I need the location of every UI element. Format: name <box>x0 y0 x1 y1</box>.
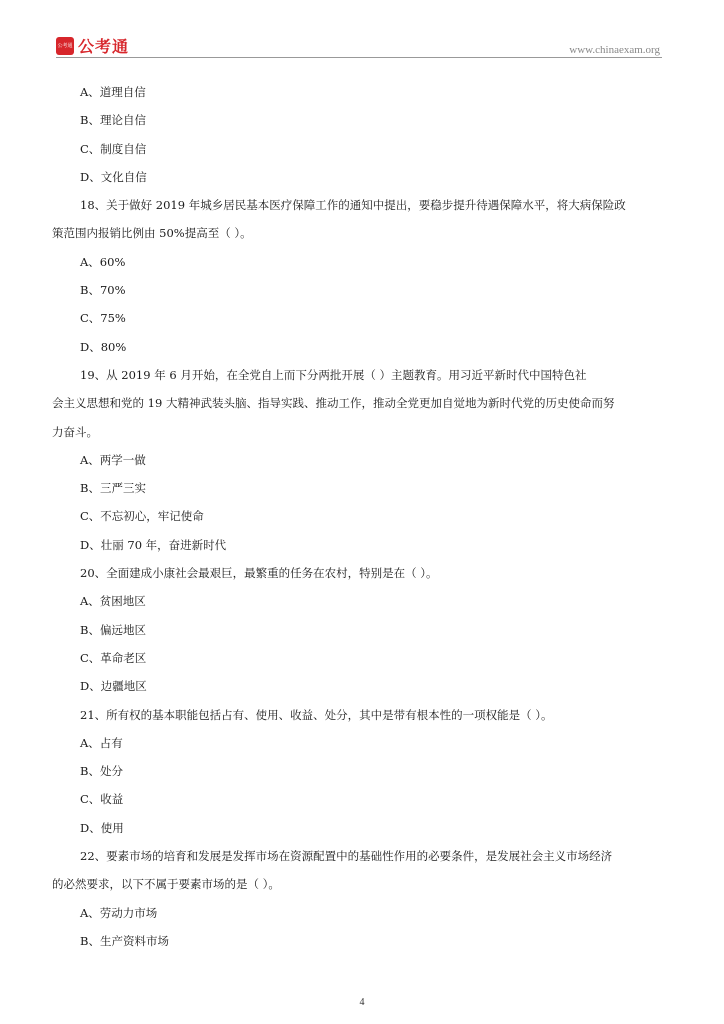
option-b: B、偏远地区 <box>80 622 146 637</box>
question-text-cont: 策范围内报销比例由 50%提高至（ ）。 <box>52 226 252 241</box>
logo[interactable] <box>56 34 129 57</box>
option-b: B、三严三实 <box>80 481 146 496</box>
question-20 <box>80 559 684 700</box>
question-22 <box>52 842 684 955</box>
option-b: B、70% <box>80 283 126 298</box>
question-19 <box>52 361 684 559</box>
option-a: A、占有 <box>80 735 123 750</box>
option-d: D、文化自信 <box>80 169 147 184</box>
option-c: C、革命老区 <box>80 650 147 665</box>
option-d: D、80% <box>80 339 127 354</box>
option-c: C、制度自信 <box>80 141 147 156</box>
question-text: 21、所有权的基本职能包括占有、使用、收益、处分，其中是带有根本性的一项权能是（ ）。 <box>80 707 553 722</box>
logo-text: 公考通 <box>78 37 130 56</box>
question-text: 18、关于做好 2019 年城乡居民基本医疗保障工作的通知中提出，要稳步提升待遇保障水平，将大病保险政 <box>80 198 626 213</box>
option-d: D、使用 <box>80 820 124 835</box>
question-text: 22、要素市场的培育和发展是发挥市场在资源配置中的基础性作用的必要条件，是发展社会主义市场经济 <box>80 849 613 864</box>
question-21 <box>80 701 684 842</box>
option-a: A、60% <box>80 254 126 269</box>
question-text: 19、从 2019 年 6 月开始，在全党自上而下分两批开展（ ）主题教育。用习近平新时代中国特色社 <box>80 367 587 382</box>
option-a: A、劳动力市场 <box>80 905 158 920</box>
option-b: B、生产资料市场 <box>80 933 169 948</box>
option-b: B、处分 <box>80 764 123 779</box>
option-d: D、壮丽 70 年，奋进新时代 <box>80 537 227 552</box>
page-header <box>56 34 662 60</box>
page-number: 4 <box>359 997 365 1008</box>
logo-badge-icon: 公考通 <box>56 37 74 55</box>
option-a: A、道理自信 <box>80 85 146 99</box>
site-url[interactable]: www.chinaexam.org <box>569 44 660 56</box>
option-c: C、不忘初心，牢记使命 <box>80 509 204 524</box>
header-divider <box>56 57 662 58</box>
question-text-cont: 力奋斗。 <box>52 424 98 439</box>
document-body <box>52 78 684 955</box>
option-d: D、边疆地区 <box>80 679 147 694</box>
question-text-cont: 会主义思想和党的 19 大精神武装头脑、指导实践、推动工作，推动全党更加自觉地为新时代党的历史使命而努 <box>52 396 615 411</box>
option-a: A、贫困地区 <box>80 594 146 609</box>
option-c: C、75% <box>80 311 126 326</box>
question-text-cont: 的必然要求，以下不属于要素市场的是（ ）。 <box>52 877 280 892</box>
question-18 <box>52 191 684 361</box>
option-c: C、收益 <box>80 792 124 807</box>
option-a: A、两学一做 <box>80 452 146 467</box>
question-text: 20、全面建成小康社会最艰巨，最繁重的任务在农村，特别是在（ ）。 <box>80 566 438 581</box>
option-b: B、理论自信 <box>80 113 146 128</box>
question-17-options <box>80 78 684 191</box>
